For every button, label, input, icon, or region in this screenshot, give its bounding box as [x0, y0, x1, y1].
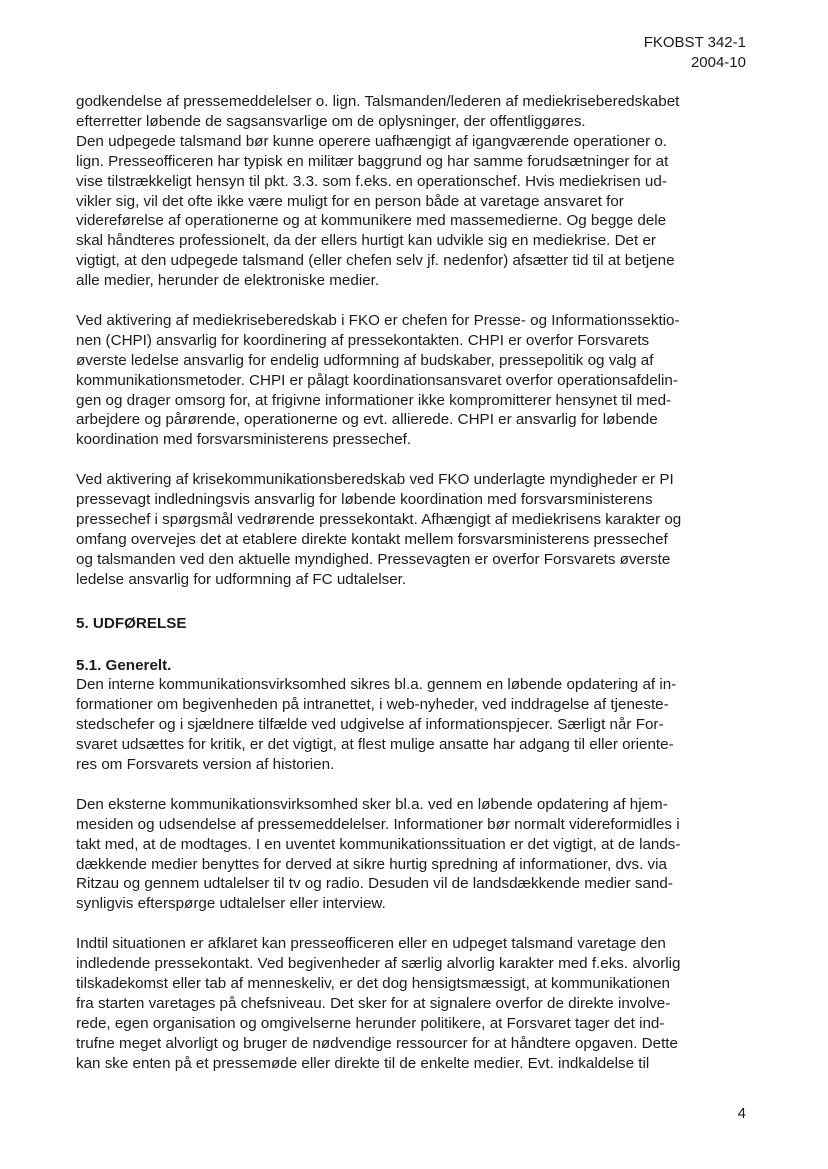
section-heading: 5. UDFØRELSE — [76, 614, 187, 632]
text-line: svaret udsættes for kritik, er det vigtigt, at flest mulige ansatte har adgang til eller oriente- — [76, 736, 674, 754]
text-line: tilskadekomst eller tab af menneskeliv, er det dog hensigtsmæssigt, at kommunikationen — [76, 975, 671, 992]
text-line: alle medier, herunder de elektroniske medier. — [76, 272, 380, 290]
text-line: Den interne kommunikationsvirksomhed sikres bl.a. gennem en løbende opdatering af in- — [76, 676, 677, 694]
paragraph — [76, 92, 740, 291]
paragraph — [76, 934, 740, 1073]
paragraph — [76, 675, 740, 775]
paragraph — [76, 470, 740, 589]
text-line: Ritzau og gennem udtalelser til tv og radio. Desuden vil de landsdækkende medier sand- — [76, 875, 673, 893]
text-line: efterretter løbende de sagsansvarlige om de oplysninger, der offentliggøres. — [76, 112, 586, 130]
text-line: vigtigt, at den udpegede talsmand (eller chefen selv jf. nedenfor) afsætter tid til at betjene — [76, 252, 675, 270]
text-line: lign. Presseofficeren har typisk en militær baggrund og har samme forudsætninger for at — [76, 152, 669, 170]
text-line: Ved aktivering af mediekriseberedskab i FKO er chefen for Presse- og Informationssektio- — [76, 311, 680, 329]
sub-heading: 5.1. Generelt. — [76, 656, 172, 674]
text-line: pressechef i spørgsmål vedrørende pressekontakt. Afhængigt af mediekrisens karakter og — [76, 511, 682, 528]
text-line: pressevagt indledningsvis ansvarlig for løbende koordination med forsvarsministerens — [76, 491, 653, 509]
text-line: dækkende medier benyttes for derved at sikre hurtig spredning af informationer, dvs. via — [76, 855, 667, 873]
text-line: rede, egen organisation og omgivelserne herunder politikere, at Forsvaret tager det ind- — [76, 1014, 665, 1032]
page-number: 4 — [737, 1105, 746, 1122]
text-line: synligvis efterspørge udtalelser eller interview. — [76, 895, 386, 913]
text-line: vise tilstrækkeligt hensyn til pkt. 3.3. som f.eks. en operationschef. Hvis mediekrisen ud- — [76, 172, 667, 190]
text-line: omfang overvejes det at etablere direkte kontakt mellem forsvarsministerens pressechef — [76, 530, 668, 548]
text-line: skal håndteres professionelt, da der ellers hurtigt kan udvikle sig en mediekrise. Det er — [76, 232, 656, 250]
text-line: gen og drager omsorg for, at frigivne informationer ikke kompromitterer hensynet til med- — [76, 391, 672, 409]
paragraph — [76, 795, 740, 914]
text-line: takt med, at de modtages. I en uventet kommunikationssituation er det vigtigt, at de lands- — [76, 835, 681, 853]
text-line: res om Forsvarets version af historien. — [76, 756, 335, 774]
text-line: kommunikationsmetoder. CHPI er pålagt koordinationsansvaret overfor operationsafdelin- — [76, 371, 678, 389]
text-line: Den eksterne kommunikationsvirksomhed sker bl.a. ved en løbende opdatering af hjem- — [76, 795, 668, 813]
text-line: Den udpegede talsmand bør kunne operere uafhængigt af igangværende operationer o. — [76, 132, 668, 150]
text-line: koordination med forsvarsministerens pressechef. — [76, 431, 412, 449]
text-line: ledelse ansvarlig for udformning af FC udtalelser. — [76, 570, 407, 588]
text-line: godkendelse af pressemeddelelser o. lign. Talsmanden/lederen af mediekriseberedskabet — [76, 93, 680, 110]
text-line: Indtil situationen er afklaret kan presseofficeren eller en udpeget talsmand varetage den — [76, 935, 666, 953]
text-line: indledende pressekontakt. Ved begivenheder af særlig alvorlig karakter med f.eks. alvorlig — [76, 955, 681, 973]
body-text — [76, 92, 740, 1074]
text-line: nen (CHPI) ansvarlig for koordinering af pressekontakten. CHPI er overfor Forsvarets — [76, 331, 650, 349]
document-header — [644, 33, 746, 73]
text-line: stedschefer og i sjældnere tilfælde ved udgivelse af informationspjecer. Særligt når For- — [76, 716, 664, 734]
text-line: kan ske enten på et pressemøde eller direkte til de enkelte medier. Evt. indkaldelse til — [76, 1054, 650, 1072]
text-line: mesiden og udsendelse af pressemeddelelser. Informationer bør normalt videreformidles i — [76, 815, 680, 833]
text-line: fra starten varetages på chefsniveau. Det sker for at signalere overfor de direkte involve- — [76, 994, 671, 1012]
paragraph — [76, 311, 740, 450]
text-line: vikler sig, vil det ofte ikke være muligt for en person både at varetage ansvaret for — [76, 192, 624, 210]
document-id: FKOBST 342-1 — [643, 34, 746, 51]
text-line: arbejdere og pårørende, operationerne og evt. allierede. CHPI er ansvarlig for løbende — [76, 411, 658, 429]
text-line: videreførelse af operationerne og at kommunikere med massemedierne. Og begge dele — [76, 212, 667, 230]
document-date: 2004-10 — [690, 54, 746, 71]
text-line: formationer om begivenheden på intranettet, i web-nyheder, ved inddragelse af tjeneste- — [76, 696, 669, 714]
text-line: trufne meget alvorligt og bruger de nødvendige ressourcer for at håndtere opgaven. Dette — [76, 1034, 678, 1052]
text-line: og talsmanden ved den aktuelle myndighed. Pressevagten er overfor Forsvarets øverste — [76, 550, 671, 568]
text-line: Ved aktivering af krisekommunikationsberedskab ved FKO underlagte myndigheder er PI — [76, 471, 674, 489]
text-line: øverste ledelse ansvarlig for endelig udformning af budskaber, pressepolitik og valg af — [76, 351, 654, 369]
